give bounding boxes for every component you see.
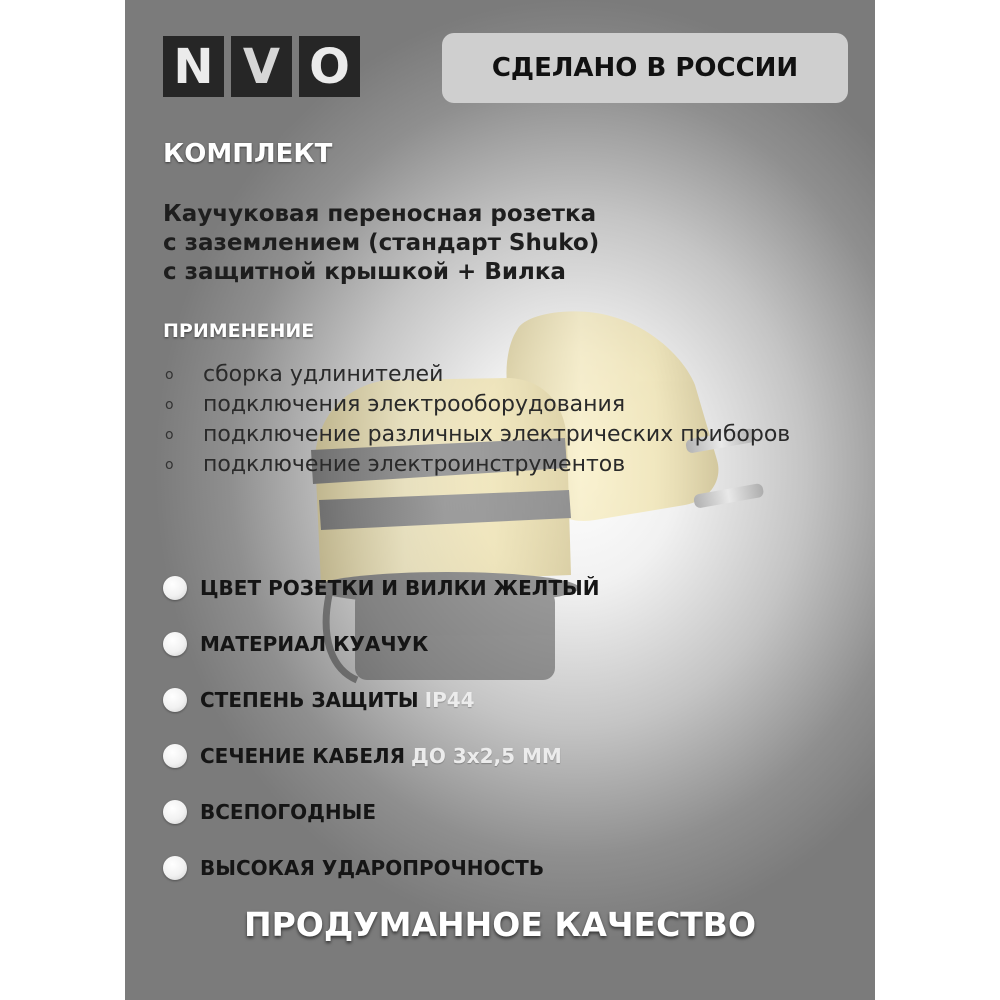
white-circle-icon: [163, 632, 187, 656]
logo-letter-v: V: [231, 36, 292, 97]
white-circle-icon: [163, 744, 187, 768]
white-circle-icon: [163, 856, 187, 880]
feature-label: МАТЕРИАЛ КУАЧУК: [200, 632, 429, 656]
usage-item-text: подключение различных электрических приборов: [203, 422, 791, 447]
usage-item: [163, 390, 843, 420]
feature-color: [163, 560, 600, 616]
brand-logo: [163, 36, 360, 97]
product-card: [125, 0, 875, 1000]
usage-item-text: подключение электроинструментов: [203, 452, 626, 477]
feature-all-weather: [163, 784, 600, 840]
white-circle-icon: [163, 576, 187, 600]
white-circle-icon: [163, 688, 187, 712]
feature-label: ВЫСОКАЯ УДАРОПРОЧНОСТЬ: [200, 856, 545, 880]
logo-letter-n: N: [163, 36, 224, 97]
feature-cable: [163, 728, 600, 784]
usage-item: [163, 360, 843, 390]
usage-item-text: подключения электрооборудования: [203, 392, 626, 417]
usage-bullet: o: [165, 427, 174, 443]
feature-value: ДО 3x2,5 ММ: [411, 744, 562, 768]
usage-item: [163, 450, 843, 480]
quality-slogan: ПРОДУМАННОЕ КАЧЕСТВО: [243, 905, 757, 944]
usage-heading: ПРИМЕНЕНИЕ: [163, 320, 315, 342]
feature-list: [163, 560, 600, 896]
usage-bullet: o: [165, 397, 174, 413]
usage-item-text: сборка удлинителей: [203, 362, 444, 387]
feature-label: СЕЧЕНИЕ КАБЕЛЯ: [200, 744, 406, 768]
feature-material: [163, 616, 600, 672]
feature-label: СТЕПЕНЬ ЗАЩИТЫ: [200, 688, 419, 712]
usage-bullet: o: [165, 367, 174, 383]
usage-item: [163, 420, 843, 450]
feature-protection: [163, 672, 600, 728]
logo-letter-o: O: [299, 36, 360, 97]
usage-list: [163, 360, 843, 480]
kit-description: Каучуковая переносная розетка с заземлением (стандарт Shuko) с защитной крышкой + Вилка: [163, 201, 600, 285]
usage-bullet: o: [165, 457, 174, 473]
feature-label: ЦВЕТ РОЗЕТКИ И ВИЛКИ ЖЕЛТЫЙ: [200, 576, 600, 600]
feature-label: ВСЕПОГОДНЫЕ: [200, 800, 377, 824]
white-circle-icon: [163, 800, 187, 824]
made-in-russia-badge: СДЕЛАНО В РОССИИ: [442, 33, 848, 103]
kit-heading: КОМПЛЕКТ: [163, 139, 333, 169]
feature-value: IP44: [424, 688, 475, 712]
feature-impact: [163, 840, 600, 896]
